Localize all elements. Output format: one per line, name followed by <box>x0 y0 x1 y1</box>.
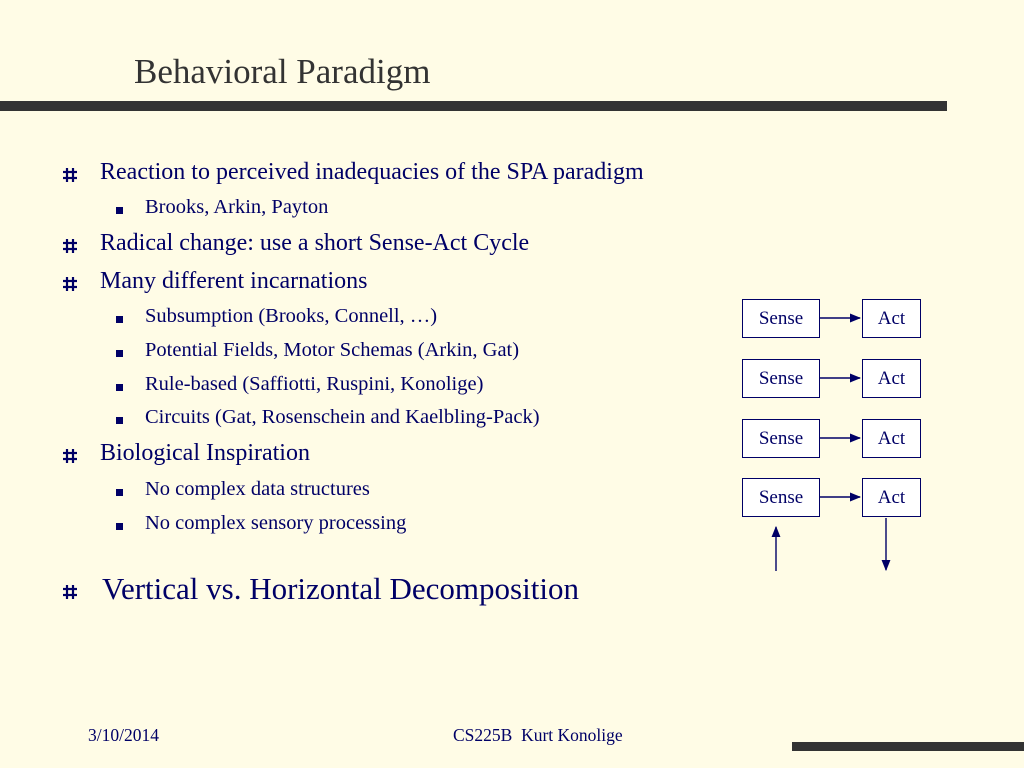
bullet-decomposition: Vertical vs. Horizontal Decomposition <box>102 571 579 606</box>
bullet-radical-change: Radical change: use a short Sense-Act Cycle <box>100 230 530 256</box>
bullet-biological: Biological Inspiration <box>100 440 310 466</box>
bullet-incarnations: Many different incarnations <box>100 268 368 294</box>
footer-date: 3/10/2014 <box>88 725 159 745</box>
act-box: Act <box>862 299 921 338</box>
sub-bullet-data-structures: No complex data structures <box>145 478 370 500</box>
sense-box: Sense <box>742 478 820 517</box>
footer-rule <box>792 742 1024 751</box>
sub-bullet-sensory-processing: No complex sensory processing <box>145 512 407 534</box>
act-box: Act <box>862 419 921 458</box>
act-box: Act <box>862 478 921 517</box>
bullet-reaction: Reaction to perceived inadequacies of the SPA paradigm <box>100 159 644 185</box>
sub-bullet-brooks: Brooks, Arkin, Payton <box>145 196 329 218</box>
footer-course: CS225B Kurt Konolige <box>453 725 623 745</box>
sub-bullet-rule-based: Rule-based (Saffiotti, Ruspini, Konolige) <box>145 373 484 395</box>
slide-title: Behavioral Paradigm <box>134 52 431 91</box>
act-box: Act <box>862 359 921 398</box>
sub-bullet-potential-fields: Potential Fields, Motor Schemas (Arkin, Gat) <box>145 339 520 361</box>
sub-bullet-subsumption: Subsumption (Brooks, Connell, …) <box>145 305 438 327</box>
sense-box: Sense <box>742 419 820 458</box>
sub-bullet-circuits: Circuits (Gat, Rosenschein and Kaelbling-Pack) <box>145 406 540 428</box>
sense-box: Sense <box>742 359 820 398</box>
sense-box: Sense <box>742 299 820 338</box>
